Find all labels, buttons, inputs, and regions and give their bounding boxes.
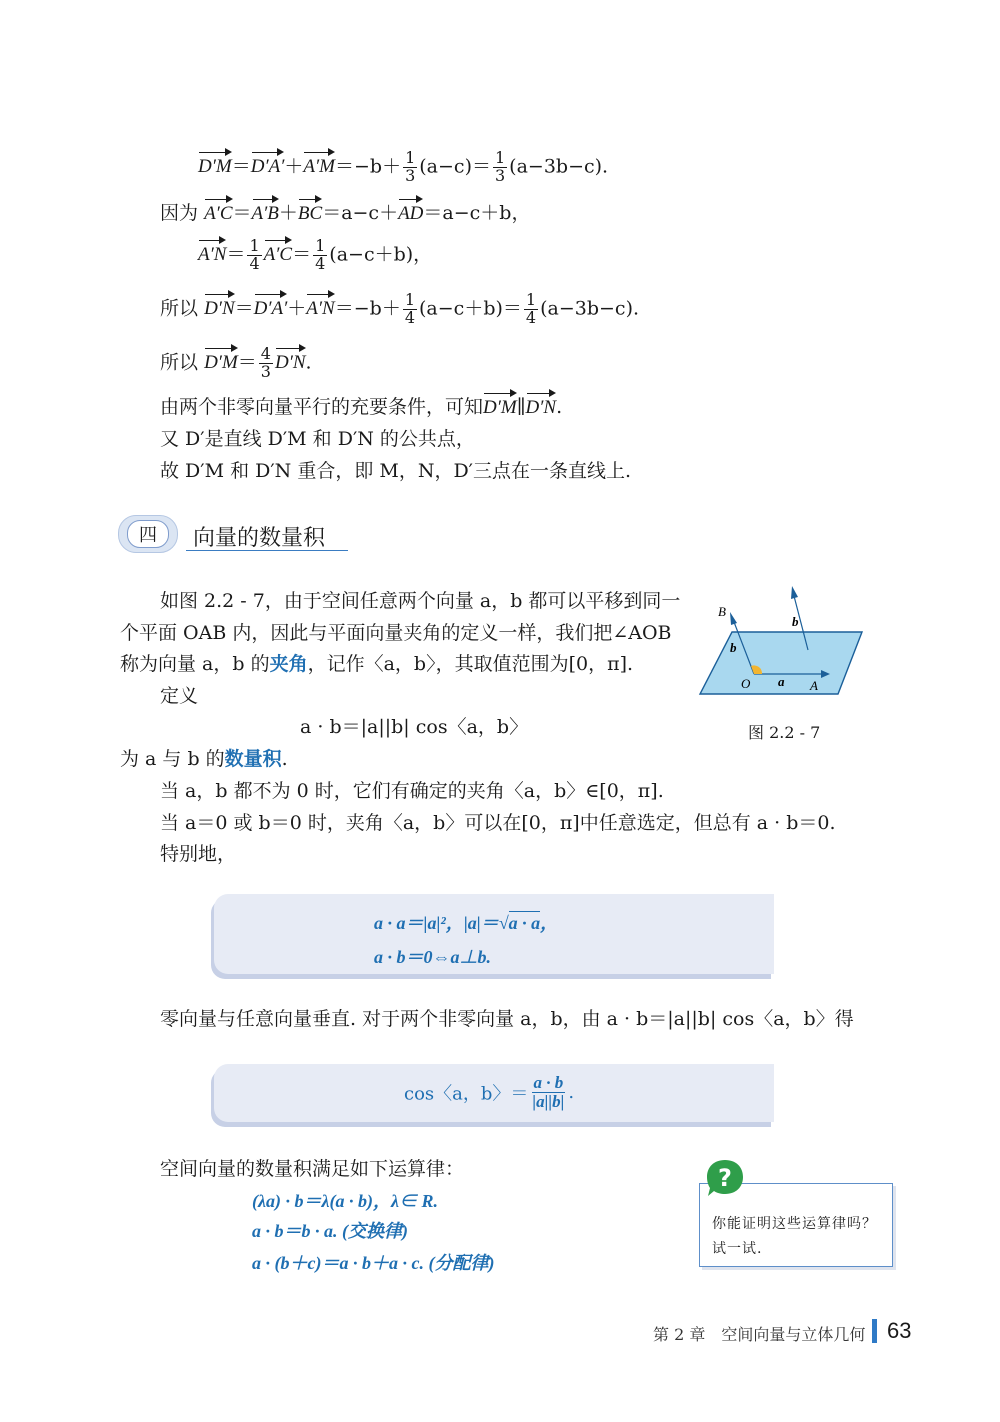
vector-AC: A′C xyxy=(204,200,232,226)
parallel-symbol: ∥ xyxy=(516,396,526,418)
formula-box-1-line-1 xyxy=(374,909,558,935)
svg-text:?: ? xyxy=(718,1164,732,1192)
formula-text: ， xyxy=(540,913,559,933)
proof-line-5: 所以 D′M＝ $\frac{4}{3}$ D′N. xyxy=(160,344,312,381)
label-A: A xyxy=(810,678,818,693)
fraction-4-3: $\frac{4}{3}$ xyxy=(260,344,271,381)
definition-formula: a · b＝|a||b| cos〈a，b〉 xyxy=(300,716,529,738)
proof-line-4: 所以 D′N＝D′A′＋A′N＝−b＋ $\frac{1}{4}$ (a−c＋b)＝ $\frac{1}{4}$ (a−3b−c). xyxy=(160,290,640,327)
proof-text: 因为 xyxy=(160,202,199,224)
paragraph-text: 为 a 与 b 的 xyxy=(120,748,225,770)
vector-DN: D′N xyxy=(204,295,235,321)
vector-AN: A′N xyxy=(198,241,226,267)
question-mark-icon xyxy=(705,1158,745,1198)
fraction-1-4: $\frac{1}{4}$ xyxy=(249,236,260,273)
proof-text: ＝−b＋ xyxy=(334,297,401,320)
arrowhead-icon xyxy=(791,586,798,599)
vector-DA1: D′A′ xyxy=(251,153,285,179)
vector-AC: A′C xyxy=(264,241,292,267)
law-2-commutative: a · b＝b · a. (交换律) xyxy=(252,1221,408,1241)
fraction-1-3: $\frac{1}{3}$ xyxy=(494,148,506,185)
label-B: B xyxy=(718,604,726,619)
fraction-denominator: |a||b| xyxy=(532,1091,565,1111)
proof-line-1: D′M＝D′A′＋A′M＝−b＋ $\frac{1}{3}$ (a−c)＝ $\frac{1}{3}$ (a−3b−c). xyxy=(198,148,609,185)
section-number: 四 xyxy=(127,520,169,548)
paragraph-text: ，记作〈a，b〉，其取值范围为[0，π]. xyxy=(307,653,634,675)
fraction-numerator: a · b xyxy=(533,1073,564,1092)
proof-text: (a−c＋b)＝ xyxy=(419,297,522,320)
proof-text: (a−3b−c). xyxy=(540,297,640,320)
proof-text: (a−c)＝ xyxy=(419,155,491,178)
formula-text: . xyxy=(568,1081,575,1103)
proof-text: ＝a−c＋ xyxy=(322,202,399,224)
vector-DM: D′M xyxy=(483,394,517,420)
keyword-angle: 夹角 xyxy=(269,653,308,675)
proof-line-2: 因为 A′C＝A′B＋BC＝a−c＋AD＝a−c＋b， xyxy=(160,202,531,224)
formula-box-1-line-2: a · b＝0⇔a⊥b. xyxy=(374,947,491,967)
paragraph-1-line-3 xyxy=(120,653,633,677)
vector-DA1: D′A′ xyxy=(254,295,288,321)
vector-BC: BC xyxy=(298,200,322,226)
arrowhead-icon xyxy=(730,612,737,625)
paragraph-1-line-1: 如图 2.2 - 7，由于空间任意两个向量 a，b 都可以平移到同一 xyxy=(160,590,681,612)
proof-text: (a−3b−c). xyxy=(509,155,609,178)
proof-line-3: A′N＝ $\frac{1}{4}$ A′C＝ $\frac{1}{4}$ (a−c＋b)， xyxy=(198,236,433,273)
vector-DN: D′N xyxy=(526,394,557,420)
page-number: 63 xyxy=(887,1318,912,1343)
formula-box-2-content xyxy=(404,1074,574,1111)
figure-plane-vectors xyxy=(696,582,872,700)
proof-line-7: 又 D′是直线 D′M 和 D′N 的公共点， xyxy=(160,428,475,450)
question-text: 你能证明这些运算律吗？试一试. xyxy=(712,1216,877,1257)
section-underline xyxy=(186,550,348,551)
formula-text: cos〈a，b〉＝ xyxy=(404,1083,529,1105)
proof-text: ＝a−c＋b， xyxy=(423,202,531,224)
footer-divider xyxy=(872,1319,877,1343)
paragraph-2 xyxy=(120,748,288,772)
section-badge xyxy=(118,515,178,553)
label-a: a xyxy=(778,674,785,689)
formula-text: a · a xyxy=(508,913,541,933)
keyword-dot-product: 数量积 xyxy=(224,748,282,770)
figure-caption: 图 2.2 - 7 xyxy=(748,723,821,742)
fraction-1-3: $\frac{1}{3}$ xyxy=(405,148,416,185)
proof-text: 由两个非零向量平行的充要条件，可知 xyxy=(160,396,484,418)
fraction-1-4: $\frac{1}{4}$ xyxy=(525,290,537,327)
sqrt-symbol: √ xyxy=(498,913,509,933)
paragraph-3: 当 a，b 都不为 0 时，它们有确定的夹角〈a，b〉∈[0，π]. xyxy=(160,780,664,802)
label-b-left: b xyxy=(730,640,737,655)
formula-box-2 xyxy=(214,1064,774,1122)
proof-text: ＝−b＋ xyxy=(334,155,402,178)
paragraph-5: 特别地， xyxy=(160,843,237,865)
proof-text: 所以 xyxy=(160,351,199,374)
paragraph-4: 当 a＝0 或 b＝0 时，夹角〈a，b〉可以在[0，π]中任意选定，但总有 a · b＝0. xyxy=(160,812,836,834)
law-3-distributive: a · (b＋c)＝a · b＋a · c. (分配律) xyxy=(252,1253,495,1273)
proof-text: 所以 xyxy=(160,297,199,320)
vector-AD: AD xyxy=(398,200,423,226)
vector-AN: A′N xyxy=(306,295,334,321)
proof-line-8: 故 D′M 和 D′N 重合，即 M，N，D′三点在一条直线上. xyxy=(160,460,632,482)
proof-line-6: 由两个非零向量平行的充要条件，可知D′M∥D′N. xyxy=(160,396,563,418)
section-title: 向量的数量积 xyxy=(193,526,326,551)
paragraph-text: . xyxy=(281,748,288,770)
vector-AB: A′B xyxy=(252,200,279,226)
definition-label: 定义 xyxy=(160,685,199,707)
fraction-1-4: $\frac{1}{4}$ xyxy=(404,290,416,327)
vector-AM: A′M xyxy=(303,153,335,179)
vector-DM: D′M xyxy=(198,153,232,179)
fraction-cos xyxy=(530,1074,566,1111)
fraction-1-4: $\frac{1}{4}$ xyxy=(315,236,326,273)
formula-text: a · a＝|a|²，|a|＝ xyxy=(374,913,499,933)
formula-box-1 xyxy=(214,894,774,974)
vector-DN: D′N xyxy=(275,349,306,375)
paragraph-1-line-2: 个平面 OAB 内，因此与平面向量夹角的定义一样，我们把∠AOB xyxy=(120,622,672,644)
label-O: O xyxy=(741,676,751,691)
proof-text: (a−c＋b)， xyxy=(329,243,433,266)
paragraph-text: 称为向量 a，b 的 xyxy=(120,653,270,675)
paragraph-7: 空间向量的数量积满足如下运算律： xyxy=(160,1158,465,1180)
paragraph-6: 零向量与任意向量垂直. 对于两个非零向量 a，b，由 a · b＝|a||b| cos〈a，b〉得 xyxy=(160,1008,854,1030)
label-b-top: b xyxy=(792,614,799,629)
vector-DM: D′M xyxy=(204,349,238,375)
footer-chapter: 第 2 章 空间向量与立体几何 xyxy=(653,1325,866,1344)
law-1: (λa) · b＝λ(a · b)，λ∈ R. xyxy=(252,1191,438,1211)
